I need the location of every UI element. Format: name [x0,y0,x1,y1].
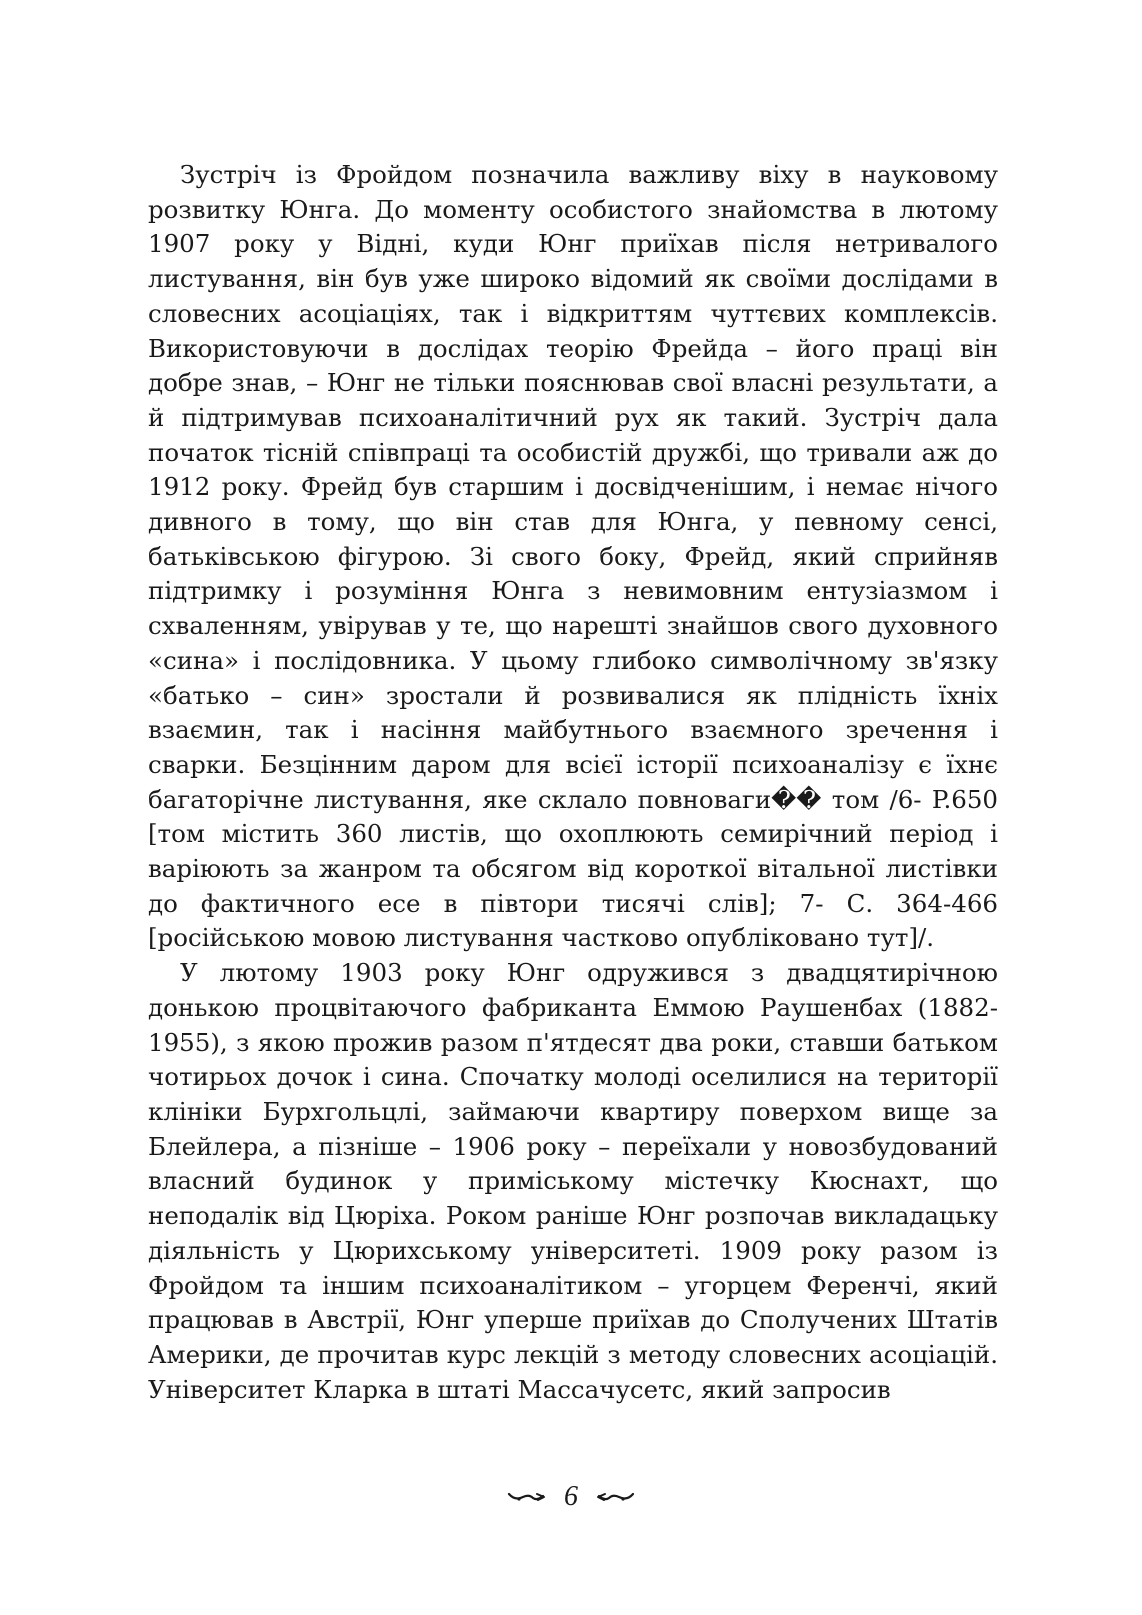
swash-ornament-right-icon [595,1490,635,1504]
swash-ornament-left-icon [507,1490,547,1504]
paragraph-1: Зустріч із Фройдом позначила важливу віху в науковому розвитку Юнга. До моменту особистого знайомства в лютому 1907 року у Відні, куди Юнг приїхав після нетривалого листування, він був уже широко відомий як своїми дослідами в словесних асоціаціях, так і відкриттям чуттєвих комплексів. Використовуючи в дослідах теорію Фрейда – його праці він добре знав, – Юнг не тільки пояснював свої власні результати, а й підтримував психоаналітичний рух як такий. Зустріч дала початок тісній співпраці та особистій дружбі, що тривали аж до 1912 року. Фрейд був старшим і досвідченішим, і немає нічого дивного в тому, що він став для Юнга, у певному сенсі, батьківською фігурою. Зі свого боку, Фрейд, який сприйняв підтримку і розуміння Юнга з невимовним ентузіазмом і схваленням, увірував у те, що нарешті знайшов свого духовного «сина» і послідовника. У цьому глибоко символічному зв'язку «батько – син» зростали й розвивалися як плідність їхніх взаємин, так і насіння майбутнього взаємного зречення і сварки. Безцінним даром для всієї історії психоаналізу є їхнє багаторічне листування, яке склало повноваги�� том /6- P.650 [том містить 360 листів, що охоплюють семирічний період і варіюють за жанром та обсягом від короткої вітальної листівки до фактичного есе в півтори тисячі слів]; 7- С. 364-466 [російською мовою листування частково опубліковано тут]/. [148,160,998,953]
paragraph-2: У лютому 1903 року Юнг одружився з двадцятирічною донькою процвітаючого фабриканта Еммою Раушенбах (1882-1955), з якою прожив разом п'ятдесят два роки, ставши батьком чотирьох дочок і сина. Спочатку молоді оселилися на території клініки Бурхгольцлі, займаючи квартиру поверхом вище за Блейлера, а пізніше – 1906 року – переїхали у новозбудований власний будинок у приміському містечку Кюснахт, що неподалік від Цюріха. Роком раніше Юнг розпочав викладацьку діяльність у Цюрихському університеті. 1909 року разом із Фройдом та іншим психоаналітиком – угорцем Ференчі, який працював в Австрії, Юнг уперше приїхав до Сполучених Штатів Америки, де прочитав курс лекцій з методу словесних асоціацій. Університет Кларка в штаті Массачусетс, який запросив [148,958,998,1404]
body-text [148,158,998,1407]
page-number: 6 [564,1480,578,1512]
page-footer [0,1478,1142,1514]
